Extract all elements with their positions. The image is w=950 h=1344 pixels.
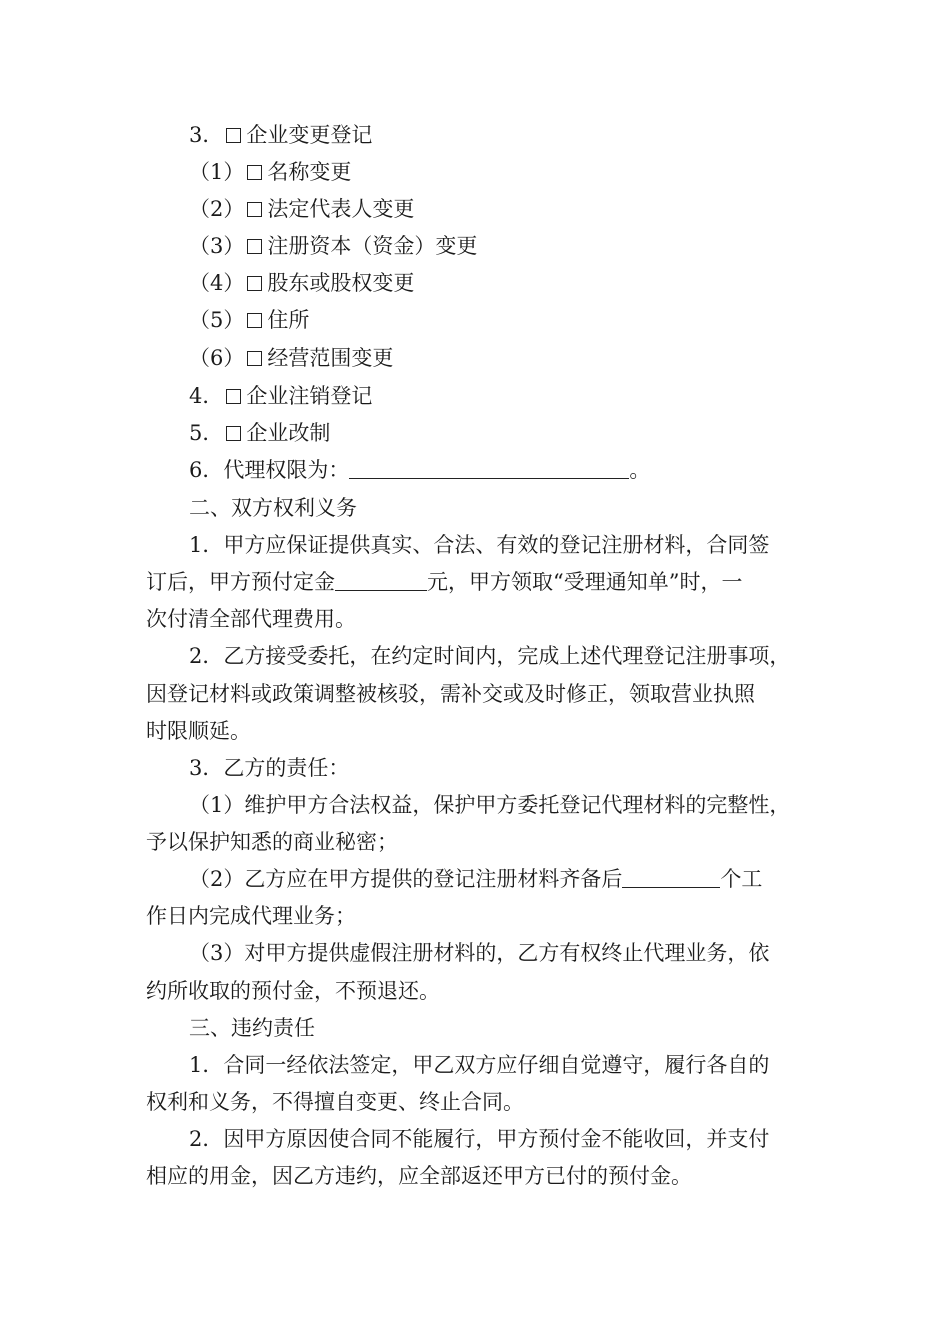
section-heading-2: 二、双方权利义务 xyxy=(189,496,357,520)
checkbox-icon xyxy=(226,426,241,441)
fill-in-blank xyxy=(622,867,720,888)
checkbox-icon xyxy=(226,389,241,404)
item-text-end: 。 xyxy=(629,458,651,482)
clause-2-2-line-3: 时限顺延。 xyxy=(146,719,251,743)
item-number: 4． xyxy=(189,384,224,408)
clause-text: 个工 xyxy=(720,867,763,891)
clause-2-1-line-2 xyxy=(146,567,811,597)
checkbox-icon xyxy=(226,128,241,143)
clause-2-3-3-line-2: 约所收取的预付金，不预退还。 xyxy=(146,979,440,1003)
scope-item-5 xyxy=(189,418,854,448)
scope-item-3 xyxy=(189,120,854,150)
clause-2-3-1-line-2: 予以保护知悉的商业秘密； xyxy=(146,830,398,854)
clause-2-3-3-line-1: （3）对甲方提供虚假注册材料的，乙方有权终止代理业务，依 xyxy=(189,941,770,965)
subitem-number: （6） xyxy=(189,346,245,370)
clause-text: 元，甲方领取“受理通知单”时，一 xyxy=(427,570,743,594)
checkbox-icon xyxy=(247,239,262,254)
subitem-text: 法定代表人变更 xyxy=(267,197,415,221)
subitem-text: 经营范围变更 xyxy=(267,346,394,370)
item-text: 企业变更登记 xyxy=(246,123,373,147)
scope-subitem-5 xyxy=(189,305,854,335)
clause-2-2-line-1: 2．乙方接受委托，在约定时间内，完成上述代理登记注册事项， xyxy=(189,644,791,668)
clause-text: （2）乙方应在甲方提供的登记注册材料齐备后 xyxy=(189,867,623,891)
clause-2-1-line-1: 1．甲方应保证提供真实、合法、有效的登记注册材料，合同签 xyxy=(189,533,770,557)
scope-item-6 xyxy=(189,455,854,485)
subitem-number: （1） xyxy=(189,160,245,184)
subitem-text: 股东或股权变更 xyxy=(267,271,415,295)
checkbox-icon xyxy=(247,351,262,366)
clause-2-3: 3．乙方的责任： xyxy=(189,756,350,780)
checkbox-icon xyxy=(247,276,262,291)
subitem-text: 注册资本（资金）变更 xyxy=(267,234,478,258)
item-text: 企业注销登记 xyxy=(246,384,373,408)
scope-subitem-4 xyxy=(189,268,854,298)
fill-in-blank xyxy=(335,570,427,591)
scope-subitem-3 xyxy=(189,231,854,261)
subitem-number: （2） xyxy=(189,197,245,221)
clause-3-1-line-1: 1．合同一经依法签定，甲乙双方应仔细自觉遵守，履行各自的 xyxy=(189,1053,770,1077)
item-text: 企业改制 xyxy=(246,421,331,445)
clause-3-1-line-2: 权利和义务，不得擅自变更、终止合同。 xyxy=(146,1090,524,1114)
item-number: 3． xyxy=(189,123,224,147)
clause-2-3-1-line-1: （1）维护甲方合法权益，保护甲方委托登记代理材料的完整性， xyxy=(189,793,791,817)
clause-2-1-line-3: 次付清全部代理费用。 xyxy=(146,607,356,631)
scope-subitem-6 xyxy=(189,343,854,373)
section-heading-3: 三、违约责任 xyxy=(189,1016,315,1040)
clause-2-3-2-line-1 xyxy=(189,864,854,894)
subitem-text: 住所 xyxy=(267,308,310,332)
clause-2-2-line-2: 因登记材料或政策调整被核驳，需补交或及时修正，领取营业执照 xyxy=(146,682,755,706)
subitem-number: （3） xyxy=(189,234,245,258)
scope-subitem-2 xyxy=(189,194,854,224)
subitem-number: （5） xyxy=(189,308,245,332)
scope-subitem-1 xyxy=(189,157,854,187)
checkbox-icon xyxy=(247,202,262,217)
checkbox-icon xyxy=(247,313,262,328)
subitem-text: 名称变更 xyxy=(267,160,352,184)
item-number: 5． xyxy=(189,421,224,445)
clause-2-3-2-line-2: 作日内完成代理业务； xyxy=(146,904,356,928)
checkbox-icon xyxy=(247,165,262,180)
scope-item-4 xyxy=(189,381,854,411)
clause-text: 订后，甲方预付定金 xyxy=(146,570,335,594)
clause-3-2-line-2: 相应的用金，因乙方违约，应全部返还甲方已付的预付金。 xyxy=(146,1164,692,1188)
clause-3-2-line-1: 2．因甲方原因使合同不能履行，甲方预付金不能收回，并支付 xyxy=(189,1127,770,1151)
subitem-number: （4） xyxy=(189,271,245,295)
fill-in-blank xyxy=(349,458,629,479)
item-text: 6．代理权限为： xyxy=(189,458,350,482)
